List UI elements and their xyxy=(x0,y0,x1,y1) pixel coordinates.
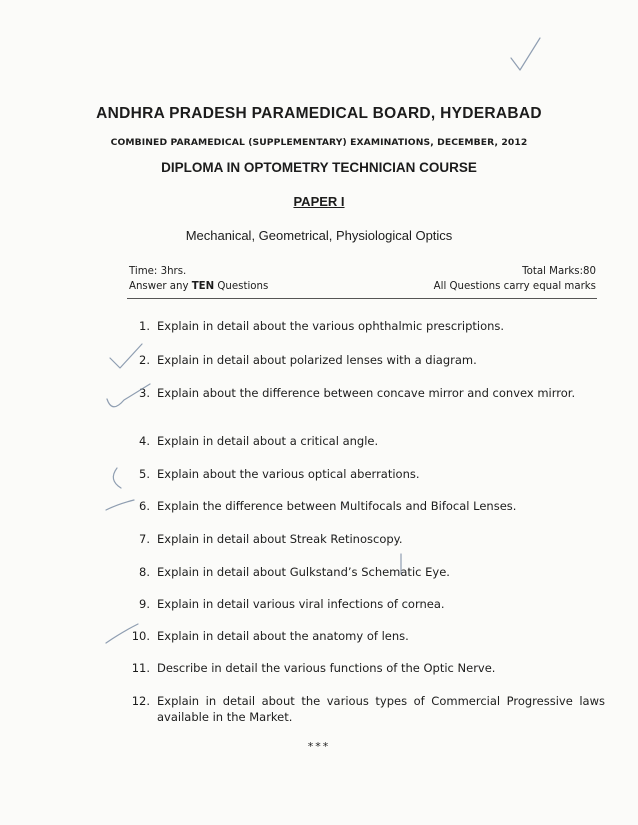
exam-title: COMBINED PARAMEDICAL (SUPPLEMENTARY) EXAMINATIONS, DECEMBER, 2012 xyxy=(110,137,528,148)
question-number: 11. xyxy=(131,661,150,675)
question-text: Explain in detail about the various ophthalmic prescriptions. xyxy=(157,319,505,333)
question-text: Explain in detail about the anatomy of lens. xyxy=(157,629,409,643)
question-number: 2. xyxy=(139,353,150,367)
tick-mark-icon xyxy=(107,384,150,407)
answer-count: TEN xyxy=(191,281,215,292)
question-text: Explain in detail various viral infections of cornea. xyxy=(157,597,445,611)
tick-mark-icon xyxy=(113,468,121,488)
question-number: 1. xyxy=(139,319,150,333)
question-text: Explain in detail about polarized lenses with a diagram. xyxy=(157,353,477,367)
question-text: Explain in detail about Gulkstand’s Schematic Eye. xyxy=(157,565,450,579)
tick-mark-icon xyxy=(106,500,134,510)
question-number: 7. xyxy=(139,532,150,546)
course-title: DIPLOMA IN OPTOMETRY TECHNICIAN COURSE xyxy=(161,160,477,175)
question-number: 12. xyxy=(131,694,150,708)
paper-title: PAPER I xyxy=(293,194,345,209)
end-of-paper-mark: *** xyxy=(307,740,331,753)
subject-title: Mechanical, Geometrical, Physiological Optics xyxy=(185,228,453,243)
question-text: Explain about the various optical aberrations. xyxy=(157,467,420,481)
equal-marks-note: All Questions carry equal marks xyxy=(433,281,596,292)
question-number: 8. xyxy=(139,565,150,579)
question-number: 5. xyxy=(139,467,150,481)
tick-mark-icon xyxy=(110,344,142,368)
question-text: Explain the difference between Multifocals and Bifocal Lenses. xyxy=(157,499,517,513)
question-number: 9. xyxy=(139,597,150,611)
time-allowed: Time: 3hrs. xyxy=(129,266,187,277)
corner-check-icon xyxy=(511,38,540,70)
question-text: Describe in detail the various functions of the Optic Nerve. xyxy=(157,661,496,675)
question-text: Explain in detail about a critical angle. xyxy=(157,434,379,448)
question-text: Explain about the difference between concave mirror and convex mirror. xyxy=(157,386,576,400)
question-number: 4. xyxy=(139,434,150,448)
answer-suffix: Questions xyxy=(214,281,269,292)
question-number: 3. xyxy=(139,386,150,400)
board-title: ANDHRA PRADESH PARAMEDICAL BOARD, HYDERABAD xyxy=(96,105,542,122)
total-marks: Total Marks:80 xyxy=(522,266,596,277)
question-text: Explain in detail about Streak Retinoscopy. xyxy=(157,532,403,546)
question-number: 6. xyxy=(139,499,150,513)
question-text: Explain in detail about the various types of Commercial Progressive laws available in the Market. xyxy=(157,694,605,724)
answer-prefix: Answer any xyxy=(129,281,192,292)
tick-mark-icon xyxy=(106,624,138,643)
question-number: 10. xyxy=(131,629,150,643)
